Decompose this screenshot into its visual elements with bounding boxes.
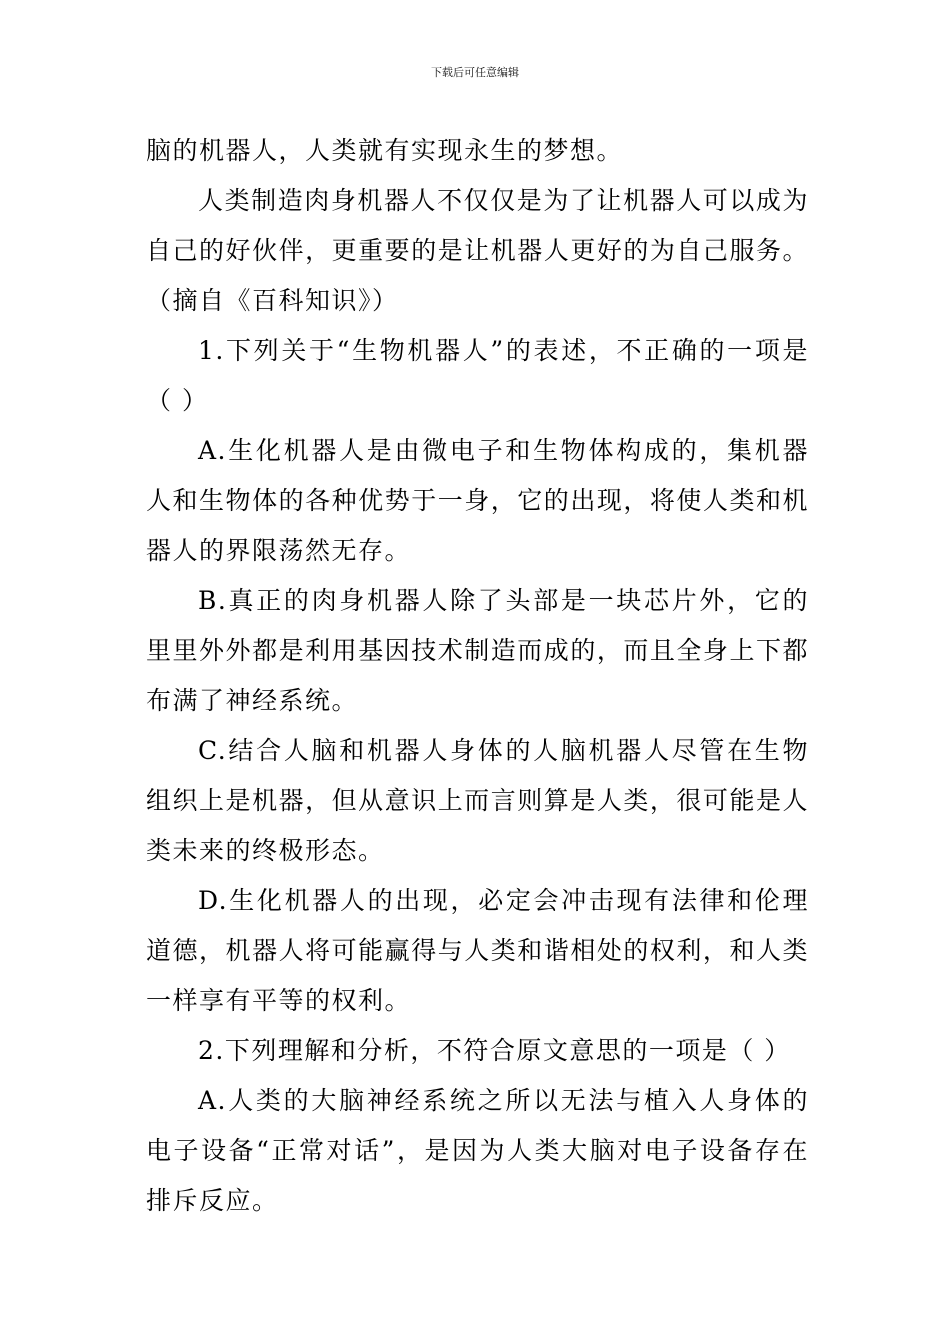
header-note: 下载后可任意编辑	[431, 66, 519, 79]
question-2-option-a: A.人类的大脑神经系统之所以无法与植入人身体的电子设备“正常对话”，是因为人类大脑对电子设备存在排斥反应。	[146, 1086, 809, 1215]
question-1-option-c: C.结合人脑和机器人身体的人脑机器人尽管在生物组织上是机器，但从意识上而言则算是人类，很可能是人类未来的终极形态。	[146, 736, 809, 865]
question-2-stem: 2.下列理解和分析，不符合原文意思的一项是（ ）	[198, 1036, 791, 1065]
question-1-option-b: B.真正的肉身机器人除了头部是一块芯片外，它的里里外外都是利用基因技术制造而成的，而且全身上下都布满了神经系统。	[146, 586, 809, 715]
question-1-option-d: D.生化机器人的出现，必定会冲击现有法律和伦理道德，机器人将可能赢得与人类和谐相处的权利，和人类一样享有平等的权利。	[146, 886, 809, 1015]
paragraph-continuation: 脑的机器人，人类就有实现永生的梦想。	[146, 136, 624, 165]
document-body	[146, 126, 809, 1226]
question-1-option-a: A.生化机器人是由微电子和生物体构成的，集机器人和生物体的各种优势于一身，它的出现，将使人类和机器人的界限荡然无存。	[146, 436, 809, 565]
question-1-stem: 1.下列关于“生物机器人”的表述，不正确的一项是（ ）	[146, 336, 809, 415]
paragraph-robot-purpose: 人类制造肉身机器人不仅仅是为了让机器人可以成为自己的好伙伴，更重要的是让机器人更好的为自己服务。（摘自《百科知识》）	[146, 186, 809, 315]
